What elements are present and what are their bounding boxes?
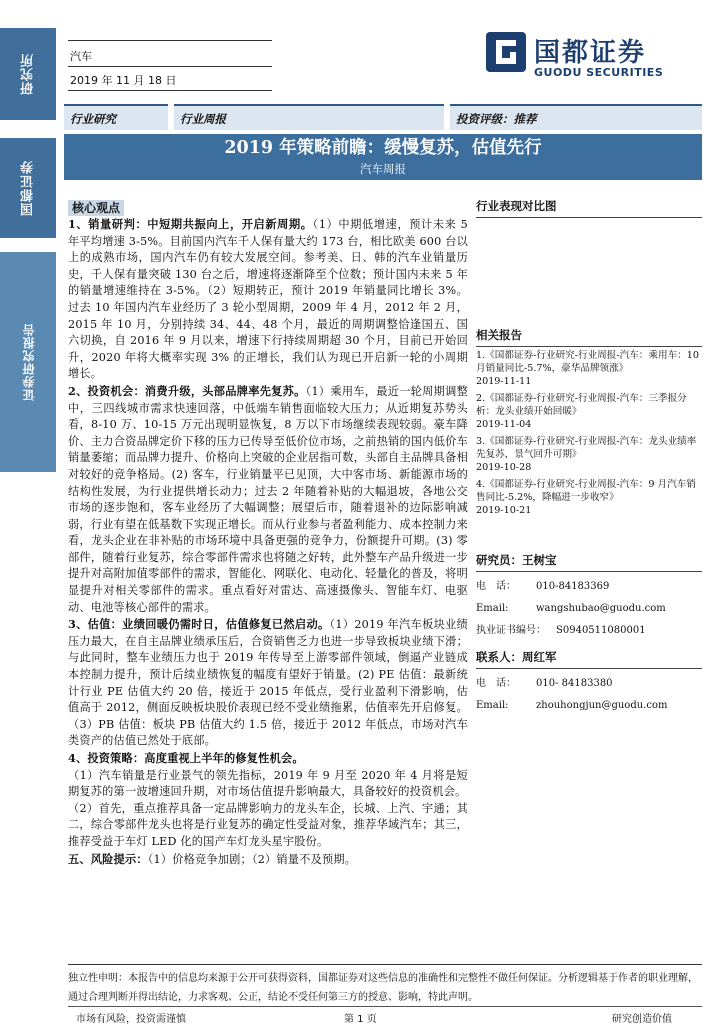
performance-chart-title: 行业表现对比图 [476,199,557,213]
report-title: 2019 年策略前瞻：缓慢复苏，估值先行 [224,138,542,158]
sidebar-label-report: 证券研究报告 [21,323,36,401]
certificate-number: S0940511080001 [556,625,646,636]
report-subtitle: 汽车周报 [360,162,406,176]
independence-disclaimer: 独立性申明：本报告中的信息均来源于公开可获得资料，国都证券对这些信息的准确性和完整性不做任何保证。分析逻辑基于作者的职业理解，通过合理判断并得出结论，力求客观、公正，结论不受任何第三方的授意、影响，特此声明。 [68,964,702,1007]
logo-text-en: GUODU SECURITIES [534,66,664,79]
paragraph-head-opportunity: 2、投资机会：消费升级，头部品牌率先复苏。 [68,383,306,398]
sidebar-block-company [0,138,56,238]
paragraph-risk [68,851,468,869]
related-report-date: 2019-10-21 [476,505,532,516]
certificate-row [476,624,702,638]
section-title-key-points: 核心观点 [68,200,124,216]
researcher-email-row [476,602,702,616]
sidebar-label-institute: 研究所 [20,53,36,95]
researcher-divider [476,571,702,572]
contact-email[interactable]: zhouhongjun@guodu.com [536,700,668,711]
paragraph-strategy-head [68,750,468,768]
sidebar-block-institute [0,28,56,120]
related-reports-divider [476,346,702,347]
paragraph-sales-outlook [68,216,468,383]
spacer [476,521,702,551]
key-points-column [68,197,468,868]
researcher-phone-label: 电 话： [476,581,516,592]
tag-weekly-report: 行业周报 [174,104,444,130]
page-number: 第 1 页 [344,1014,377,1024]
left-sidebar [0,0,56,1024]
footer-divider [68,1006,702,1007]
researcher-email[interactable]: wangshubao@guodu.com [536,603,666,614]
contact-phone-row [476,677,702,691]
related-report-item[interactable]: 1.《国都证券-行业研究-行业周报-汽车：乘用车：10月销量同比-5.7%，豪华品牌领涨》 [476,350,699,374]
contact-phone-label: 电 话： [476,678,516,689]
industry-label: 汽车 [70,50,92,63]
researcher-phone-row [476,580,702,594]
paragraph-body-risk: （1）价格竞争加剧；（2）销量不及预期。 [147,852,357,866]
researcher-title: 研究员：王树宝 [476,553,557,567]
contact-phone: 010- 84183380 [536,678,613,689]
sidebar-label-company: 国都证券 [20,160,36,216]
paragraph-head-risk: 五、风险提示： [68,851,148,866]
related-report-date: 2019-11-11 [476,376,532,387]
meta-divider-mid [68,66,272,67]
researcher-email-label: Email: [476,603,509,614]
tag-industry-research: 行业研究 [64,104,168,130]
tag-investment-rating: 投资评级：推荐 [450,104,702,130]
spacer [476,638,702,648]
paragraph-body-opportunity: （1）乘用车，最近一轮周期调整中，三四线城市需求快速回落，中低端车销售面临较大压力；从近期复苏势头看，8-10 万、10-15 万元出现明显恢复，8 万以下市场继续表现较弱。豪车降价、主力合资品牌定价下移的压力已传导至低价位市场，之前热销的国内低价车销量萎缩；而品牌力提升、价格向上突破的企业居指可数，头部自主品牌具备相对较好的竞争格局。(2) 客车，行业销量平已见顶，大中客市场、新能源市场的结构性发展，为行业提供增长动力；过去 2 年随着补贴的大幅退坡，各地公交市场的逐步饱和，客车业经历了大幅调整；展望后市，随着退补的边际影响减弱，行业有望在低基数下实现正增长。而从行业参与者盈利能力、成本控制力来看，龙头企业在非补贴的市场环境中具备更强的竞争力，份额提升可期。(3) 零部件，随着行业复苏，综合零部件需求也将随之好转，此外整车产品升级进一步提升对高附加值零部件的需求，智能化、网联化、电动化、轻量化的普及，将明显提升对相关零部件的需求。重点看好对雷达、高速摄像头、智能车灯、电驱动、电池等核心部件的需求。 [68,384,468,614]
category-tags [64,104,702,130]
related-reports-title: 相关报告 [476,328,522,342]
contact-email-row [476,699,702,713]
contact-email-label: Email: [476,700,509,711]
sidebar-block-report [0,252,56,472]
related-report-item[interactable]: 3.《国都证券-行业研究-行业周报-汽车：龙头业绩率先复苏，景气回升可期》 [476,436,697,460]
related-report-date: 2019-11-04 [476,419,532,430]
contact-title: 联系人：周红军 [476,650,557,664]
meta-divider-top [68,40,272,41]
company-logo [486,30,698,86]
related-report-item[interactable]: 4.《国都证券-行业研究-行业周报-汽车：9 月汽车销售同比-5.2%，降幅进一步收窄》 [476,479,696,503]
paragraph-strategy-b: （2）首先，重点推荐具备一定品牌影响力的龙头车企，长城、上汽、宇通；其二，综合零部件龙头也将是行业复苏的确定性受益对象，推荐华域汽车；其三，推荐受益于车灯 LED 化的国产车灯龙头星宇股份。 [68,801,468,848]
paragraph-strategy-a: （1）汽车销量是行业景气的领先指标，2019 年 9 月至 2020 年 4 月将是短期复苏的第一波增速回升期，对市场估值提升影响最大，具备较好的投资机会。 [68,768,468,799]
paragraph-head-strategy: 4、投资策略：高度重视上半年的修复性机会。 [68,751,304,765]
paragraph-body-valuation: （1）2019 年汽车板块业绩压力最大，在自主品牌业绩承压后，合资销售乏力也进一步导致板块业绩下滑；与此同时，整车业绩压力也于 2019 年传导至上游零部件领域，倒逼产业链成本控制力提升，预计后续业绩恢复的幅度有望好于销量。(2) PE 估值：最新统计行业 PE 估值大约 20 倍，接近于 2015 年低点，受行业盈利下滑影响，估值高于 2012，侧面反映板块股价表现已经不受业绩拖累，估值率先开启修复。（3）PB 估值：板块 PB 估值大约 1.5 倍，接近于 2012 年低点，市场对汽车类资产的估值已然处于底部。 [68,618,469,748]
paragraph-head-sales: 1、销量研判：中短期共振向上，开启新周期。 [68,217,313,231]
report-date: 2019 年 11 月 18 日 [70,74,177,87]
footer-slogan: 研究创造价值 [612,1014,672,1024]
related-report-date: 2019-10-28 [476,462,532,473]
paragraph-investment-opportunity [68,383,468,616]
info-column [476,197,702,713]
footer-risk-notice: 市场有风险，投资需谨慎 [76,1014,186,1024]
meta-divider-bottom [68,90,272,91]
paragraph-head-valuation: 3、估值：业绩回暖仍需时日，估值修复已然启动。 [68,617,330,632]
certificate-label: 执业证书编号： [476,625,546,636]
logo-mark-icon [486,32,526,72]
logo-text-cn: 国都证券 [534,38,647,68]
related-report-item[interactable]: 2.《国都证券-行业研究-行业周报-汽车：三季报分析：龙头业绩开始回暖》 [476,393,687,417]
performance-chart-area [476,218,702,326]
paragraph-body-sales: （1）中期低增速，预计未来 5 年平均增速 3-5%。目前国内汽车千人保有量大约 173 台，相比欧美 600 台以上的成熟市场，国内汽车仍有较大发展空间。参考美、日、韩的汽车业销量历史，千人保有量突破 130 台之后，增速将逐渐降至个位数；预计国内未来 5 年的销量增速维持在 3-5%。（2）短期转正，预计 2019 年销量同比增长 3%。过去 10 年国内汽车业经历了 3 轮小型周期，2009 年 4 月，2012 年 2 月，2015 年 10 月，分别持续 34、44、48 个月，最近的周期调整恰逢国五、国六切换，自 2016 年 9 月以来，增速下行持续周期超 30 个月，目前已开始回升，2020 年将大概率实现 3% 的正增长，我们认为现已开启新一轮的小周期增长。 [68,218,468,381]
contact-divider [476,668,702,669]
paragraph-valuation [68,616,468,750]
researcher-phone: 010-84183369 [536,581,610,592]
title-banner [64,134,702,180]
